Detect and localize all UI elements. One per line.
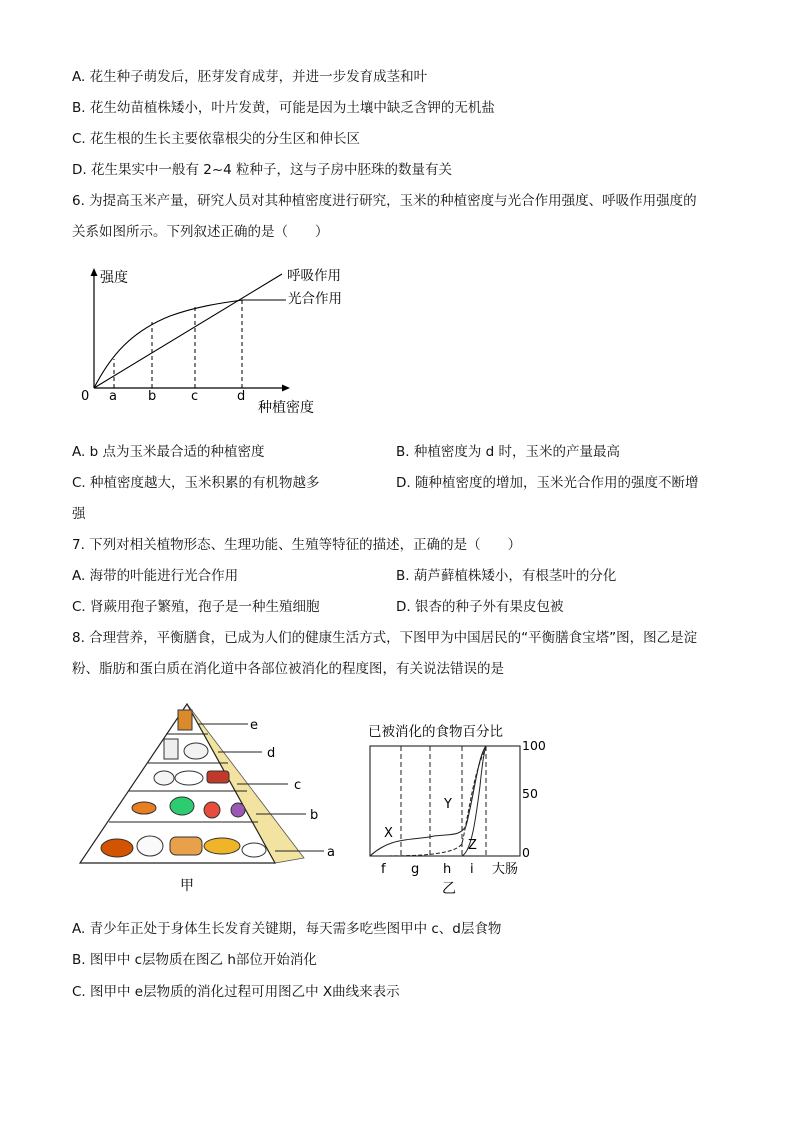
q8-option-a: A. 青少年正处于身体生长发育关键期，每天需多吃些图甲中 c、d层食物: [72, 921, 502, 937]
rice-bowl-icon: [242, 843, 266, 857]
origin-label: 0: [81, 389, 90, 404]
q5-option-b: B. 花生幼苗植株矮小，叶片发黄，可能是因为土壤中缺乏含钾的无机盐: [72, 100, 495, 116]
layer-label-b: b: [310, 808, 319, 823]
photosynthesis-label: 光合作用: [288, 291, 342, 307]
x-tick-large-intestine: 大肠: [492, 862, 519, 877]
curve-label-z: Z: [468, 838, 477, 853]
x-tick-h: h: [443, 862, 452, 877]
curve-label-y: Y: [444, 797, 452, 812]
tick-a: a: [109, 389, 117, 404]
y-tick-50: 50: [522, 786, 538, 801]
sweet-potato-icon: [101, 839, 133, 857]
q5-option-c: C. 花生根的生长主要依靠根尖的分生区和伸长区: [72, 131, 361, 147]
digestion-graph-figure: [362, 716, 546, 901]
q6-option-b: B. 种植密度为 d 时，玉米的产量最高: [396, 444, 620, 460]
q8-stem-line2: 粉、脂肪和蛋白质在消化道中各部位被消化的程度图，有关说法错误的是: [72, 661, 504, 677]
x-tick-i: i: [470, 862, 474, 877]
tofu-icon: [184, 743, 208, 759]
q8-stem-line1: 8. 合理营养，平衡膳食，已成为人们的健康生活方式，下图甲为中国居民的“平衡膳食宝塔”图，图乙是淀: [72, 630, 698, 646]
q7-option-b: B. 葫芦藓植株矮小，有根茎叶的分化: [396, 568, 617, 584]
curve-label-x: X: [384, 826, 393, 841]
pyramid-caption: 甲: [180, 878, 194, 894]
density-intensity-graph: [70, 262, 360, 417]
grape-icon: [231, 803, 245, 817]
x-tick-f: f: [381, 862, 386, 877]
q6-option-d-wrap: 强: [72, 506, 86, 522]
q6-option-a: A. b 点为玉米最合适的种植密度: [72, 444, 265, 460]
q7-stem: 7. 下列对相关植物形态、生理功能、生殖等特征的描述，正确的是（ ）: [72, 537, 522, 553]
digestion-title: 已被消化的食物百分比: [368, 724, 503, 740]
egg-icon: [154, 771, 174, 785]
q7-option-a: A. 海带的叶能进行光合作用: [72, 568, 239, 584]
meat-icon: [207, 771, 229, 783]
fish-icon: [175, 771, 203, 785]
y-tick-100: 100: [522, 738, 546, 753]
x-axis-arrow: [282, 385, 290, 392]
y-tick-0: 0: [522, 845, 530, 860]
oil-bottle-icon: [178, 710, 192, 730]
apple-icon: [204, 802, 220, 818]
q6-stem-line1: 6. 为提高玉米产量，研究人员对其种植密度进行研究，玉米的种植密度与光合作用强度、呼吸作用强度的: [72, 193, 697, 209]
y-axis-arrow: [91, 268, 98, 276]
q6-stem-line2: 关系如图所示。下列叙述正确的是（ ）: [72, 224, 329, 240]
milk-carton-icon: [164, 739, 178, 759]
tick-d: d: [237, 389, 246, 404]
q7-option-d: D. 银杏的种子外有果皮包被: [396, 599, 564, 615]
vegetable-icon: [170, 797, 194, 815]
photosynthesis-curve: [94, 300, 286, 388]
layer-label-e: e: [250, 718, 258, 733]
tick-c: c: [191, 389, 199, 404]
bun-icon: [137, 836, 163, 856]
digestion-caption: 乙: [442, 881, 456, 897]
tick-b: b: [148, 389, 157, 404]
x-axis-label: 种植密度: [258, 400, 314, 416]
layer-label-d: d: [267, 746, 276, 761]
layer-label-c: c: [294, 778, 302, 793]
x-tick-g: g: [411, 862, 420, 877]
layer-label-a: a: [327, 845, 335, 860]
respiration-label: 呼吸作用: [287, 268, 341, 284]
q5-option-d: D. 花生果实中一般有 2~4 粒种子，这与子房中胚珠的数量有关: [72, 162, 453, 178]
q5-option-a: A. 花生种子萌发后，胚芽发育成芽，并进一步发育成茎和叶: [72, 69, 428, 85]
corn-icon: [204, 838, 240, 854]
respiration-line: [94, 274, 282, 388]
q8-option-b: B. 图甲中 c层物质在图乙 h部位开始消化: [72, 952, 317, 968]
bread-icon: [170, 837, 202, 855]
carrot-icon: [132, 802, 156, 814]
q6-option-c: C. 种植密度越大，玉米积累的有机物越多: [72, 475, 320, 491]
y-axis-label: 强度: [100, 270, 128, 286]
q6-option-d: D. 随种植密度的增加，玉米光合作用的强度不断增: [396, 475, 699, 491]
food-pyramid-figure: [72, 698, 347, 898]
q7-option-c: C. 肾蕨用孢子繁殖，孢子是一种生殖细胞: [72, 599, 320, 615]
q8-option-c: C. 图甲中 e层物质的消化过程可用图乙中 X曲线来表示: [72, 984, 400, 1000]
